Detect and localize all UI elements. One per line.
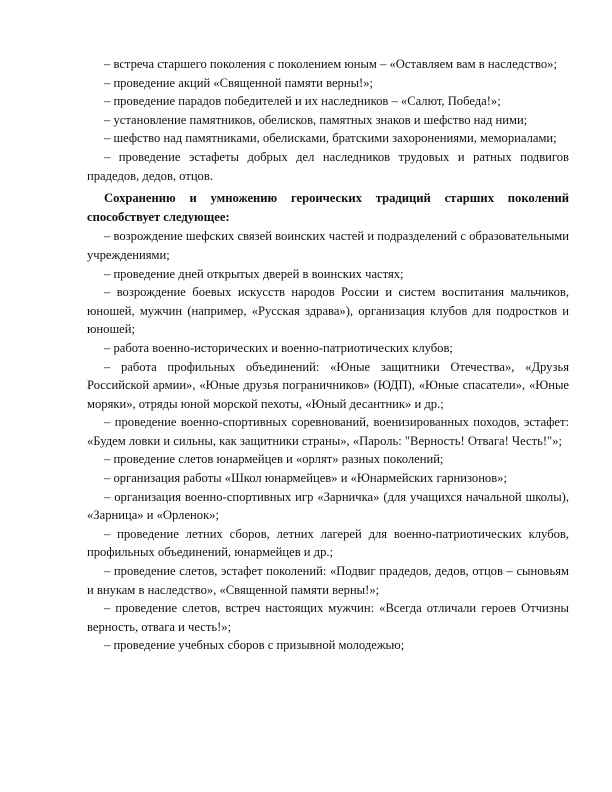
paragraph-4: – установление памятников, обелисков, памятных знаков и шефство над ними; xyxy=(104,112,528,127)
list-item-12: – проведение слетов, встреч настоящих мужчин: «Всегда отличали героев Отчизны верность, отвага и честь!»; xyxy=(87,601,569,634)
list-item-8: – организация работы «Школ юнармейцев» и «Юнармейских гарнизонов»; xyxy=(104,471,507,486)
list-item-11: – проведение слетов, эстафет поколений: «Подвиг прадедов, дедов, отцов – сыновьям и внукам в наследство», «Священной памяти верны!»; xyxy=(87,564,569,597)
paragraph-2: – проведение акций «Священной памяти верны!»; xyxy=(104,75,374,90)
list-item-10: – проведение летних сборов, летних лагерей для военно-патриотических клубов, профильных объединений, юнармейцев и др.; xyxy=(87,526,569,560)
list-item-4: – работа военно-исторических и военно-патриотических клубов; xyxy=(104,340,453,355)
paragraph-3: – проведение парадов победителей и их наследников – «Салют, Победа!»; xyxy=(104,94,501,109)
list-item-13: – проведение учебных сборов с призывной молодежью; xyxy=(104,638,405,653)
list-item-2: – проведение дней открытых дверей в воинских частях; xyxy=(104,266,404,281)
paragraph-1: – встреча старшего поколения с поколением юным – «Оставляем вам в наследство»; xyxy=(104,57,557,71)
paragraph-5: – шефство над памятниками, обелисками, братскими захоронениями, мемориалами; xyxy=(104,131,557,146)
list-item-7: – проведение слетов юнармейцев и «орлят» разных поколений; xyxy=(104,452,444,467)
document-text xyxy=(87,55,569,655)
list-item-9: – организация военно-спортивных игр «Зарничка» (для учащихся начальной школы), «Зарница» и «Орленок»; xyxy=(87,489,569,523)
list-item-3: – возрождение боевых искусств народов России и систем воспитания мальчиков, юношей, мужчин (например, «Русская здрава»), организация клубов для подростков и юношей; xyxy=(87,285,569,337)
list-item-6: – проведение военно-спортивных соревнований, военизированных походов, эстафет: «Будем ловки и сильны, как защитники страны», «Пароль: "Верность! Отвага! Честь!"»; xyxy=(87,415,569,448)
paragraph-6: – проведение эстафеты добрых дел наследников трудовых и ратных подвигов прадедов, дедов, отцов. xyxy=(87,149,569,183)
list-item-1: – возрождение шефских связей воинских частей и подразделений с образовательными учреждениями; xyxy=(87,229,569,262)
list-item-5: – работа профильных объединений: «Юные защитники Отечества», «Друзья Российской армии», «Юные друзья пограничников» (ЮДП), «Юные спасатели», «Юные моряки», отряды юной морской пехоты, «Юный десантник» и др.; xyxy=(87,359,569,411)
section-heading: Сохранению и умножению героических традиций старших поколений способствует следующее: xyxy=(87,191,569,224)
